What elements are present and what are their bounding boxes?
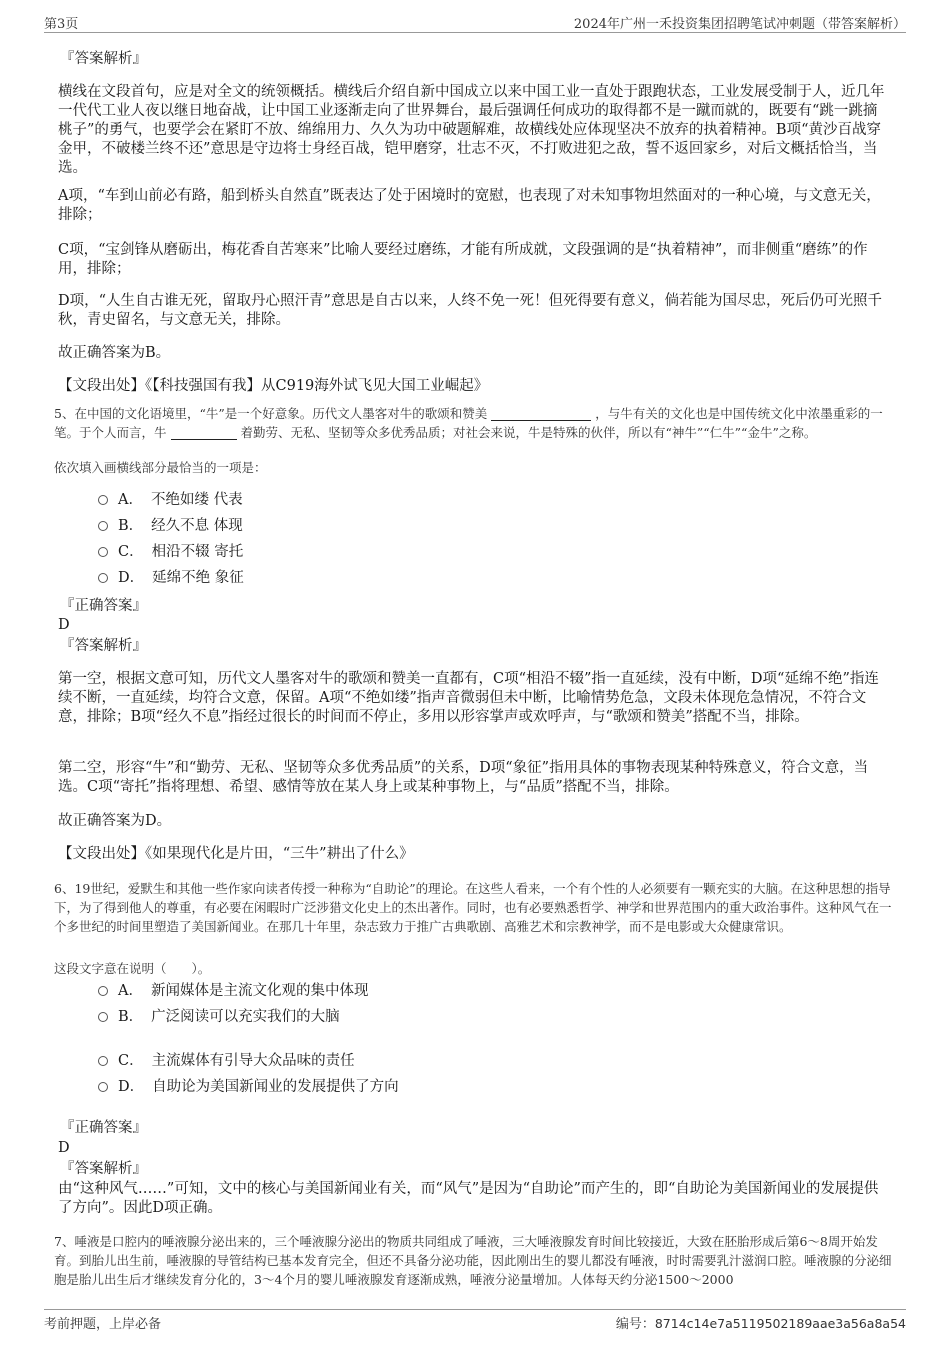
q5-option-d[interactable] [98,569,244,588]
q5-stem-part2: ，与牛有关的文化也是中国传统文化中浓墨重彩的一笔。于个人而言，牛 [54,406,883,440]
option-label: B． [118,1009,144,1025]
radio-icon[interactable] [98,1056,108,1066]
footer-divider [44,1309,906,1310]
option-label: D． [118,1079,145,1095]
footer-code [616,1313,906,1332]
option-text: 广泛阅读可以充实我们的大脑 [151,1009,340,1025]
q5-option-c[interactable] [98,543,243,562]
radio-icon[interactable] [98,495,108,505]
q5-conclusion: 故正确答案为D。 [58,813,172,829]
q4-conclusion: 故正确答案为B。 [58,345,171,361]
option-text: 延绵不绝 象征 [152,570,244,586]
q5-answer: D [58,617,70,633]
document-title: 2024年广州一禾投资集团招聘笔试冲刺题（带答案解析） [573,17,906,32]
option-text: 主流媒体有引导大众品味的责任 [151,1053,355,1069]
q7-stem: 7、唾液是口腔内的唾液腺分泌出来的，三个唾液腺分泌出的物质共同组成了唾液，三大唾液腺发育时间比较接近，大致在胚胎形成后第6～8周开始发育。到胎儿出生前，唾液腺的导管结构已基本发育完全，但还不具备分泌功能，因此刚出生的婴儿都没有唾液，时时需要乳汁滋润口腔。唾液腺的分泌细胞是胎儿出生后才继续发育分化的，3～4个月的婴儿唾液腺发育逐渐成熟，唾液分泌量增加。人体每天约分泌1500～2000 [54,1234,892,1287]
footer-code-value: 8714c14e7a5119502189aae3a56a8a54 [654,1316,906,1331]
q6-prompt: 这段文字意在说明（ ）。 [54,961,211,976]
q6-option-a[interactable] [98,982,368,1001]
q5-stem-part1: 5、在中国的文化语境里，“牛”是一个好意象。历代文人墨客对牛的歌颂和赞美 [54,406,488,421]
option-label: A． [118,983,143,999]
option-text: 相沿不辍 寄托 [151,544,244,560]
q5-option-b[interactable] [98,517,243,536]
page-number: 第3页 [44,17,79,32]
q6-stem: 6、19世纪，爱默生和其他一些作家向读者传授一种称为“自助论”的理论。在这些人看来，一个有个性的人必须要有一颗充实的大脑。在这种思想的指导下，为了得到他人的尊重，有必要在闲暇时广泛涉猎文化史上的杰出著作。同时，也有必要熟悉哲学、神学和世界范围内的重大政治事件。这种风气在一个多世纪的时间里塑造了美国新闻业。在那几十年里，杂志致力于推广古典歌剧、高雅艺术和宗教神学，而不是电影或大众健康常识。 [54,881,892,934]
q6-option-d[interactable] [98,1078,399,1097]
q4-analysis-option-a: A项，“车到山前必有路，船到桥头自然直”既表达了处于困境时的宽慰，也表现了对未知事物坦然面对的一种心境，与文意无关，排除； [58,188,881,223]
option-label: A． [118,492,143,508]
q5-blank-1 [491,406,591,421]
q4-analysis-option-d: D项，“人生自古谁无死，留取丹心照汗青”意思是自古以来，人终不免一死！但死得要有意义，倘若能为国尽忠，死后仍可光照千秋，青史留名，与文意无关，排除。 [58,293,882,328]
q5-analysis-para2: 第二空，形容“牛”和“勤劳、无私、坚韧等众多优秀品质”的关系，D项“象征”指用具体的事物表现某种特殊意义，符合文意，当选。C项“寄托”指将理想、希望、感情等放在某人身上或某种事物上，与“品质”搭配不当，排除。 [58,760,869,795]
option-text: 新闻媒体是主流文化观的集中体现 [150,983,369,999]
q6-option-c[interactable] [98,1052,355,1071]
radio-icon[interactable] [98,1012,108,1022]
radio-icon[interactable] [98,986,108,996]
option-text: 经久不息 体现 [151,518,243,534]
q5-blank-2 [171,425,237,440]
footer-code-label: 编号： [615,1317,655,1332]
q4-source: 【文段出处】《【科技强国有我】从C919海外试飞见大国工业崛起》 [58,378,489,394]
q5-prompt: 依次填入画横线部分最恰当的一项是： [54,460,267,475]
option-label: C． [118,544,144,560]
q5-answer-label: 『正确答案』 [60,598,147,614]
q6-analysis: 由“这种风气……”可知，文中的核心与美国新闻业有关，而“风气”是因为“自助论”而产生的，即“自助论为美国新闻业的发展提供了方向”。因此D项正确。 [58,1181,879,1216]
option-label: C． [118,1053,144,1069]
option-label: D． [118,570,145,586]
footer-slogan: 考前押题，上岸必备 [44,1317,162,1332]
q5-analysis-para1: 第一空，根据文意可知，历代文人墨客对牛的歌颂和赞美一直都有，C项“相沿不辍”指一直延续，没有中断，D项“延绵不绝”指连续不断，一直延续，均符合文意，保留。A项“不绝如缕”指声音微弱但未中断，比喻情势危急，文段未体现危急情况，不符合文意，排除；B项“经久不息”指经过很长的时间而不停止，多用以形容掌声或欢呼声，与“歌颂和赞美”搭配不当，排除。 [58,671,879,725]
option-label: B． [118,518,144,534]
q5-option-a[interactable] [98,491,243,510]
q5-analysis-label: 『答案解析』 [60,638,147,654]
option-text: 不绝如缕 代表 [150,492,243,508]
q4-analysis-para1: 横线在文段首句，应是对全文的统领概括。横线后介绍自新中国成立以来中国工业一直处于跟跑状态，工业发展受制于人，近几年一代代工业人夜以继日地奋战，让中国工业逐渐走向了世界舞台，最后强调任何成功的取得都不是一蹴而就的，既要有“跳一跳摘桃子”的勇气，也要学会在紧盯不放、绵绵用力、久久为功中破题解难，故横线处应体现坚决不放弃的执着精神。B项“黄沙百战穿金甲，不破楼兰终不还”意思是守边将士身经百战，铠甲磨穿，壮志不灭，不打败进犯之敌，誓不返回家乡，对后文概括恰当，当选。 [58,84,885,176]
q4-analysis-option-c: C项，“宝剑锋从磨砺出，梅花香自苦寒来”比喻人要经过磨练，才能有所成就，文段强调的是“执着精神”，而非侧重“磨练”的作用，排除； [58,242,868,277]
q5-source: 【文段出处】《如果现代化是片田，“三牛”耕出了什么》 [58,846,414,862]
q4-analysis-label: 『答案解析』 [60,51,147,67]
q6-analysis-label: 『答案解析』 [60,1161,147,1177]
radio-icon[interactable] [98,1082,108,1092]
option-text: 自助论为美国新闻业的发展提供了方向 [152,1079,399,1095]
q6-option-b[interactable] [98,1008,340,1027]
radio-icon[interactable] [98,573,108,583]
header-divider [44,32,906,33]
q6-answer: D [58,1140,70,1156]
q6-answer-label: 『正确答案』 [60,1120,147,1136]
radio-icon[interactable] [98,521,108,531]
q5-stem-part3: 着勤劳、无私、坚韧等众多优秀品质；对社会来说，牛是特殊的伙伴，所以有“神牛”“仁牛”“金牛”之称。 [240,425,817,440]
q5-stem [54,404,899,442]
radio-icon[interactable] [98,547,108,557]
